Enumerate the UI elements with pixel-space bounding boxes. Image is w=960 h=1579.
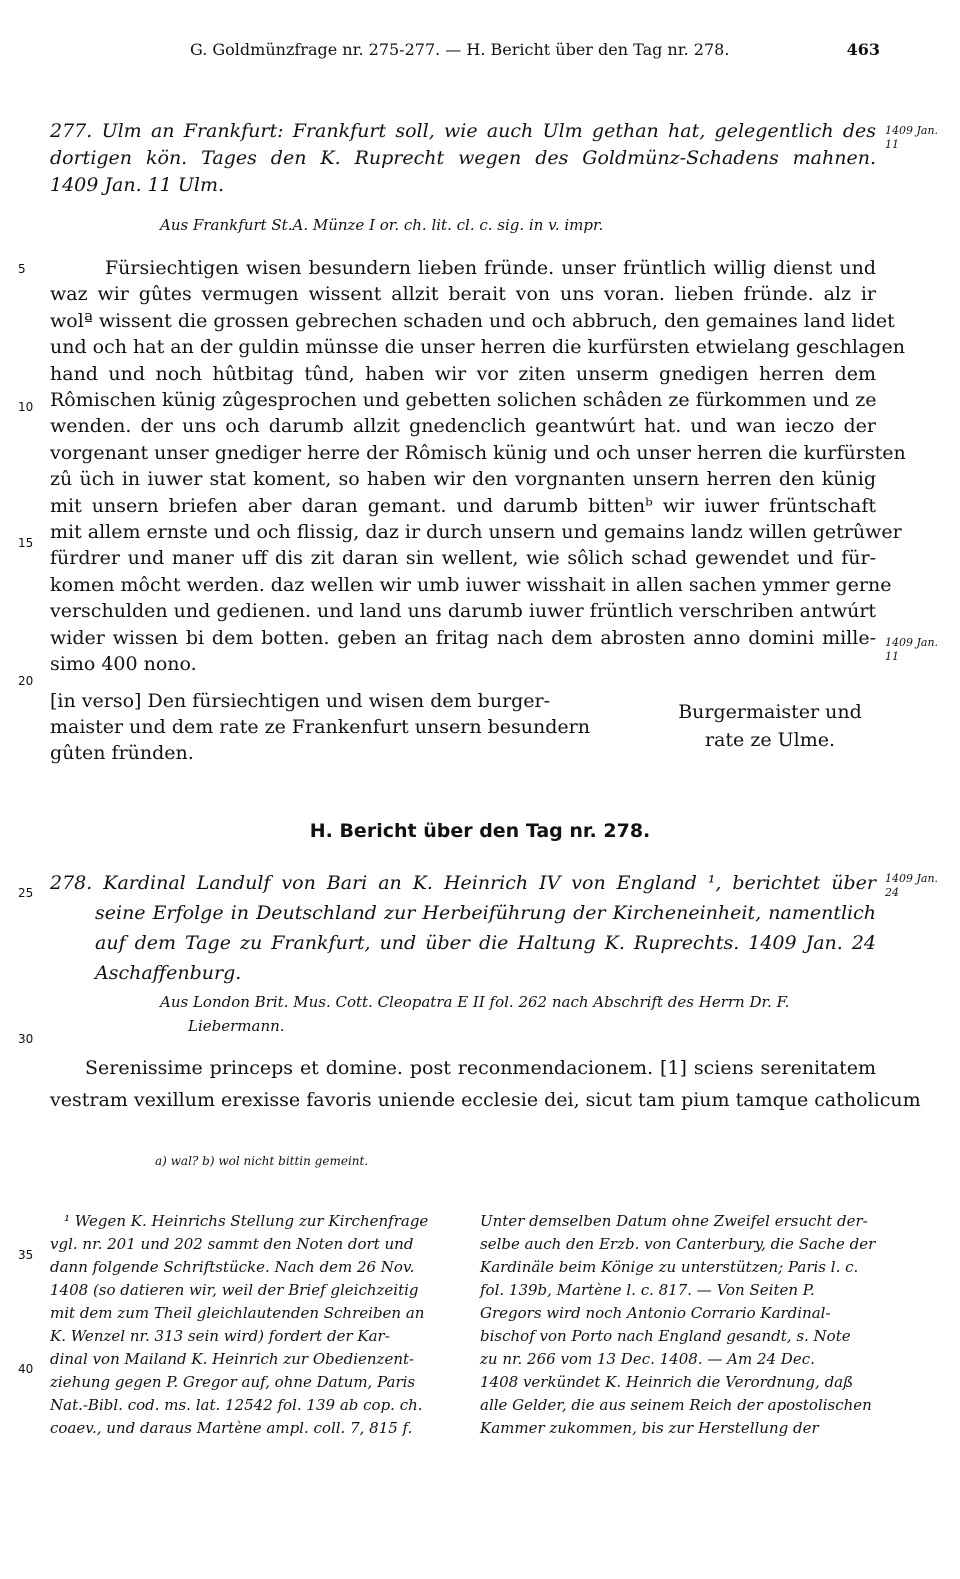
doc278-text — [50, 1052, 921, 1116]
text-line: Rômischen künig zûgesprochen und gebetten solichen schâden ze fürkommen und ze — [50, 389, 877, 412]
footnote-line: dann folgende Schriftstücke. Nach dem 26 Nov. — [50, 1258, 415, 1276]
text-line: fürdrer und maner uff dis zit daran sin wellent, wie sôlich schad gewendet und für- — [50, 547, 876, 570]
doc277-heading — [50, 118, 876, 199]
footnote-line: Nat.-Bibl. cod. ms. lat. 12542 fol. 139 ab cop. ch. — [50, 1396, 423, 1414]
doc278-heading — [50, 868, 876, 988]
footnote-line: ziehung gegen P. Gregor auf, ohne Datum, Paris — [50, 1373, 416, 1391]
footnote-line: Unter demselben Datum ohne Zweifel ersucht der- — [480, 1212, 868, 1230]
running-head-title: G. Goldmünzfrage nr. 275-277. — H. Bericht über den Tag nr. 278. — [190, 40, 730, 59]
footnote-line: selbe auch den Erzb. von Canterbury, die Sache der — [480, 1235, 876, 1253]
page-number: 463 — [846, 40, 880, 59]
footnote-line: vgl. nr. 201 und 202 sammt den Noten dort und — [50, 1235, 414, 1253]
footnote-line: bischof von Porto nach England gesandt, s. Note — [480, 1327, 851, 1345]
text-line: mit allem ernste und och flissig, daz ir durch unsern und gemains landz willen getrûwer — [50, 521, 902, 544]
footnote-line: K. Wenzel nr. 313 sein wird) fordert der Kar- — [50, 1327, 390, 1345]
line-number: 15 — [18, 536, 34, 550]
text-line: vorgenant unser gnediger herre der Rômisch künig und och unser herren die kurfürsten — [50, 441, 906, 464]
line-number: 30 — [18, 1032, 34, 1046]
text-critical-notes: a) wal? b) wol nicht bittin gemeint. — [155, 1154, 369, 1168]
footnote-line: alle Gelder, die aus seinem Reich der apostolischen — [480, 1396, 872, 1414]
text-line: waz wir gûtes vermugen wissent allzit berait von uns voran. lieben fründe. alz ir — [50, 283, 876, 306]
doc278-heading-line: Aschaffenburg. — [95, 962, 242, 984]
text-line: und och hat an der guldin münsse die unser herren die kurfürsten etwielang geschlagen — [50, 336, 905, 359]
doc278-margin-date: 1409 Jan. 24 — [885, 872, 939, 899]
footnote-left-column — [50, 1210, 455, 1440]
text-line: hand und noch hûtbitag tûnd, haben wir vor ziten unserm gnedigen herren dem — [50, 362, 876, 385]
line-number: 40 — [18, 1362, 34, 1376]
line-number: 25 — [18, 886, 34, 900]
doc278-heading-line: seine Erfolge in Deutschland zur Herbeiführung der Kircheneinheit, namentlich — [95, 902, 876, 924]
footnote-line: mit dem zum Theil gleichlautenden Schreiben an — [50, 1304, 425, 1322]
doc277-margin-date: 1409 Jan. 11 — [885, 124, 939, 151]
footnote-line: Kardinäle beim Könige zu unterstützen; Paris l. c. — [480, 1258, 859, 1276]
doc278-heading-line: 278. Kardinal Landulf von Bari an K. Heinrich IV von England ¹, berichtet über — [50, 872, 876, 894]
footnote-line: Kammer zukommen, bis zur Herstellung der — [480, 1419, 819, 1437]
text-line: wider wissen bi dem botten. geben an fritag nach dem abrosten anno domini mille- — [50, 626, 876, 649]
text-line: Serenissime princeps et domine. post reconmendacionem. [1] sciens serenitatem — [85, 1057, 876, 1079]
text-line: wolª wissent die grossen gebrechen schaden und och abbruch, den gemaines land lidet — [50, 309, 895, 332]
doc277-text-margin-date: 1409 Jan. 11 — [885, 636, 939, 663]
footnote-line: 1408 verkündet K. Heinrich die Verordnung, daß — [480, 1373, 854, 1391]
line-number: 20 — [18, 674, 34, 688]
doc277-heading-line: 1409 Jan. 11 Ulm. — [50, 174, 225, 196]
footnote-line: zu nr. 266 vom 13 Dec. 1408. — Am 24 Dec. — [480, 1350, 815, 1368]
text-line: simo 400 nono. — [50, 653, 197, 676]
doc278-source — [160, 990, 789, 1038]
line-number: 10 — [18, 400, 34, 414]
doc277-text — [50, 255, 906, 678]
footnote-line: ¹ Wegen K. Heinrichs Stellung zur Kirchenfrage — [64, 1212, 429, 1230]
doc278-source-line: Liebermann. — [188, 1017, 285, 1035]
text-line: Fürsiechtigen wisen besundern lieben fründe. unser früntlich willig dienst und — [105, 257, 876, 279]
footnote-line: 1408 (so datieren wir, weil der Brief gleichzeitig — [50, 1281, 419, 1299]
doc277-heading-line: dortigen kön. Tages den K. Ruprecht wegen des Goldmünz-Schadens mahnen. — [50, 147, 876, 169]
text-line: wenden. der uns och darumb allzit gnedenclich geantwúrt hat. und wan ieczo der — [50, 415, 876, 438]
footnote-line: fol. 139b, Martène l. c. 817. — Von Seiten P. — [480, 1281, 815, 1299]
line-number: 35 — [18, 1248, 34, 1262]
footnote-line: dinal von Mailand K. Heinrich zur Obedienzent- — [50, 1350, 415, 1368]
text-line: komen môcht werden. daz wellen wir umb iuwer wisshait in allen sachen ymmer gerne — [50, 573, 892, 596]
line-number: 5 — [18, 262, 26, 276]
section-title: H. Bericht über den Tag nr. 278. — [309, 820, 651, 842]
footnote-line: Gregors wird noch Antonio Corrario Kardinal- — [480, 1304, 831, 1322]
doc277-heading-line: 277. Ulm an Frankfurt: Frankfurt soll, wie auch Ulm gethan hat, gelegentlich des — [50, 120, 876, 142]
address-sender: Burgermaister und rate ze Ulme. — [678, 701, 862, 751]
text-line: zû üch in iuwer stat koment, so haben wir den vorgnanten unsern herren den künig — [50, 468, 876, 491]
text-line: vestram vexillum erexisse favoris uniende ecclesie dei, sicut tam pium tamque catholicum — [50, 1089, 921, 1111]
doc278-source-line: Aus London Brit. Mus. Cott. Cleopatra E II fol. 262 nach Abschrift des Herrn Dr. F. — [160, 993, 790, 1011]
text-line: verschulden und gedienen. und land uns darumb iuwer früntlich verschriben antwúrt — [50, 600, 877, 623]
doc278-heading-line: auf dem Tage zu Frankfurt, und über die Haltung K. Ruprechts. 1409 Jan. 24 — [95, 932, 876, 954]
footnote-line: coaev., und daraus Martène ampl. coll. 7, 815 f. — [50, 1419, 413, 1437]
address-verso: [in verso] Den fürsiechtigen und wisen dem burger- maister und dem rate ze Frankenfurt unsern besundern gûten fründen. — [50, 690, 590, 764]
running-head — [190, 40, 880, 59]
doc277-source: Aus Frankfurt St.A. Münze I or. ch. lit. cl. c. sig. in v. impr. — [160, 216, 604, 234]
footnote-right-column — [480, 1210, 885, 1440]
text-line: mit unsern briefen aber daran gemant. und darumb bittenᵇ wir iuwer früntschaft — [50, 494, 876, 517]
